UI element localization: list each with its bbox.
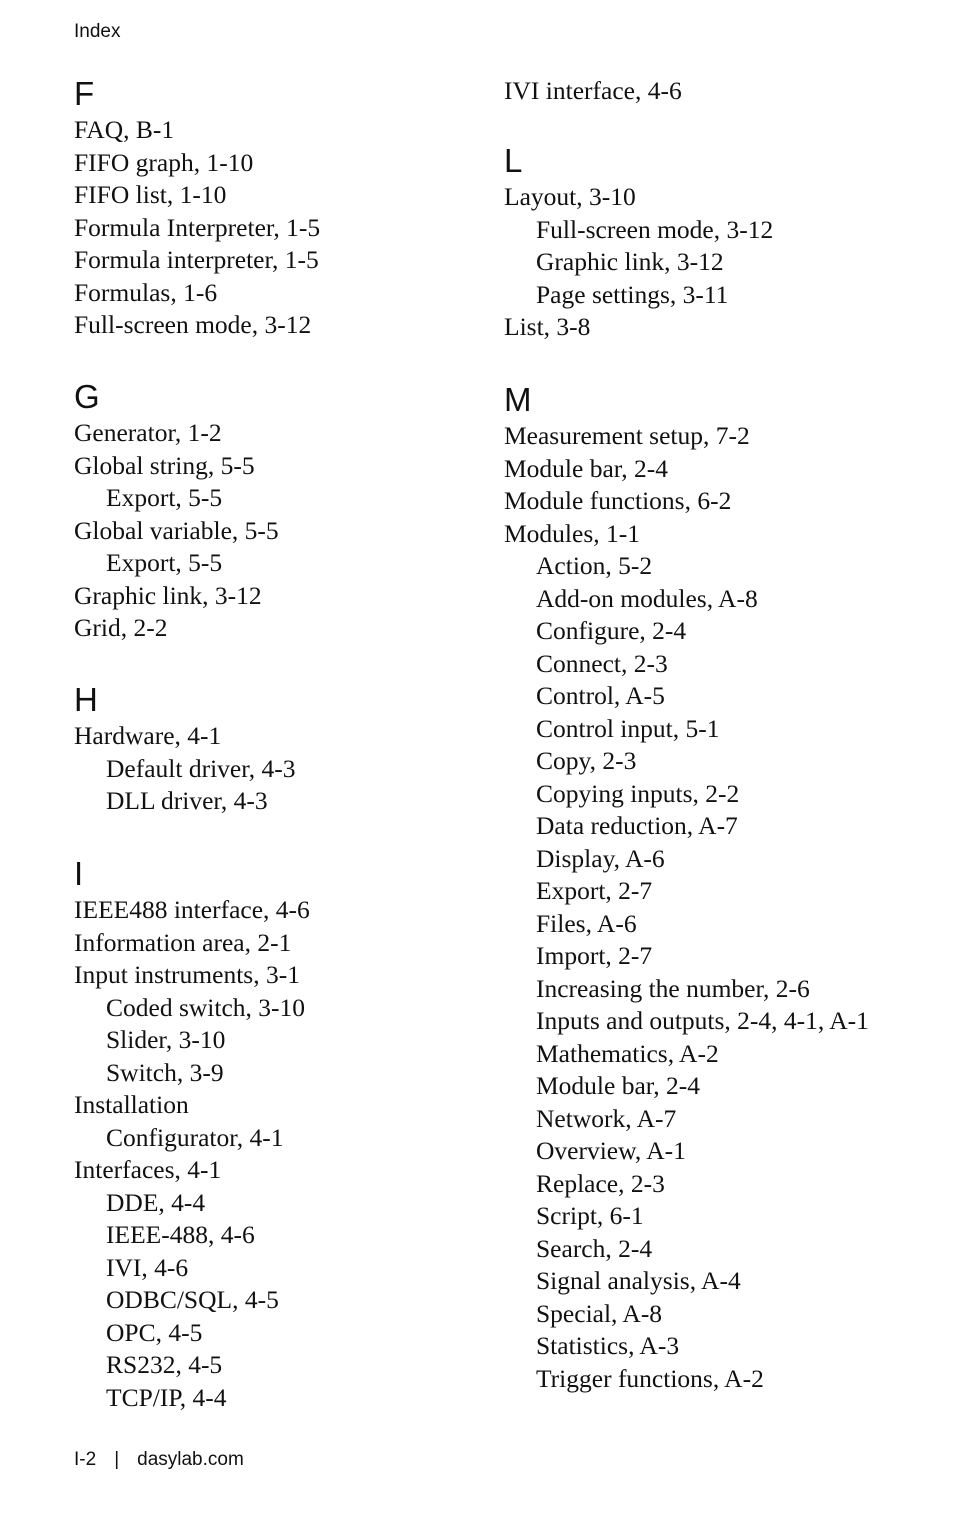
- index-entry: Information area, 2-1: [74, 927, 292, 957]
- page-footer: [74, 1449, 244, 1471]
- index-subentry: Import, 2-7: [536, 941, 653, 970]
- index-entry: Layout, 3-10: [504, 182, 636, 211]
- index-entry: Formula interpreter, 1-5: [74, 245, 319, 274]
- index-subentry: Network, A-7: [536, 1103, 677, 1133]
- index-section: [74, 377, 279, 645]
- index-subentry: Coded switch, 3-10: [106, 992, 306, 1022]
- index-entry: Global string, 5-5: [74, 450, 255, 480]
- index-subentry: ODBC/SQL, 4-5: [106, 1285, 279, 1314]
- index-subentry: Script, 6-1: [536, 1201, 644, 1230]
- index-subentry: Overview, A-1: [536, 1136, 686, 1165]
- section-letter: M: [504, 381, 532, 418]
- index-subentry: Replace, 2-3: [536, 1168, 665, 1198]
- index-section: [504, 141, 773, 344]
- index-entry: Installation: [74, 1090, 189, 1119]
- index-subentry: Export, 5-5: [106, 483, 223, 512]
- index-entry: Interfaces, 4-1: [74, 1155, 222, 1184]
- index-subentry: Copying inputs, 2-2: [536, 778, 740, 808]
- index-subentry: Search, 2-4: [536, 1233, 653, 1263]
- index-entry: IEEE488 interface, 4-6: [74, 895, 310, 924]
- index-entry: Global variable, 5-5: [74, 515, 279, 545]
- index-entry: Generator, 1-2: [74, 418, 222, 447]
- index-subentry: Graphic link, 3-12: [536, 247, 724, 276]
- index-entry: Input instruments, 3-1: [74, 960, 300, 989]
- index-entry: Full-screen mode, 3-12: [74, 310, 312, 339]
- index-section: [74, 74, 320, 342]
- index-subentry: Configure, 2-4: [536, 616, 687, 645]
- index-section: [74, 854, 310, 1414]
- index-subentry: IEEE-488, 4-6: [106, 1220, 255, 1249]
- index-subentry: Copy, 2-3: [536, 746, 637, 775]
- index-subentry: TCP/IP, 4-4: [106, 1382, 227, 1412]
- index-subentry: Mathematics, A-2: [536, 1038, 719, 1068]
- index-entry: Formulas, 1-6: [74, 277, 218, 307]
- index-entry: List, 3-8: [504, 312, 591, 341]
- index-subentry: OPC, 4-5: [106, 1317, 203, 1347]
- index-subentry: Inputs and outputs, 2-4, 4-1, A-1: [536, 1006, 869, 1035]
- index-entry: Grid, 2-2: [74, 613, 168, 642]
- footer-separator: |: [114, 1449, 120, 1470]
- index-entry: Graphic link, 3-12: [74, 580, 262, 610]
- index-subentry: Action, 5-2: [536, 551, 653, 580]
- index-subentry: Statistics, A-3: [536, 1331, 680, 1360]
- index-entry: FAQ, B-1: [74, 115, 175, 144]
- index-subentry: Add-on modules, A-8: [536, 583, 758, 613]
- index-entry: Modules, 1-1: [504, 518, 640, 548]
- index-subentry: Special, A-8: [536, 1298, 663, 1328]
- index-subentry: Control, A-5: [536, 681, 665, 710]
- section-letter: I: [74, 855, 84, 892]
- index-subentry: Default driver, 4-3: [106, 753, 296, 783]
- index-subentry: Full-screen mode, 3-12: [536, 214, 774, 244]
- index-subentry: Display, A-6: [536, 843, 665, 873]
- index-entry: FIFO graph, 1-10: [74, 147, 254, 177]
- index-subentry: Configurator, 4-1: [106, 1122, 284, 1152]
- section-letter: G: [74, 378, 100, 415]
- index-subentry: Connect, 2-3: [536, 648, 668, 678]
- index-subentry: RS232, 4-5: [106, 1350, 223, 1379]
- index-subentry: Page settings, 3-11: [536, 279, 729, 309]
- index-subentry: Slider, 3-10: [106, 1025, 226, 1054]
- index-entry: Measurement setup, 7-2: [504, 421, 750, 450]
- running-header: Index: [74, 21, 121, 42]
- index-entry: Module functions, 6-2: [504, 486, 732, 515]
- index-subentry: DLL driver, 4-3: [106, 786, 268, 815]
- index-subentry: Signal analysis, A-4: [536, 1266, 741, 1295]
- index-subentry: Export, 2-7: [536, 876, 653, 905]
- index-entry: Formula Interpreter, 1-5: [74, 212, 321, 242]
- index-section: [504, 380, 869, 1395]
- index-entry: IVI interface, 4-6: [504, 76, 682, 105]
- index-entry: Hardware, 4-1: [74, 721, 222, 750]
- index-subentry: Switch, 3-9: [106, 1057, 224, 1087]
- index-subentry: Data reduction, A-7: [536, 811, 738, 840]
- index-entry: Module bar, 2-4: [504, 453, 668, 483]
- section-letter: H: [74, 681, 98, 718]
- footer-site-link[interactable]: dasylab.com: [137, 1449, 244, 1470]
- section-letter: F: [74, 75, 95, 112]
- index-subentry: Module bar, 2-4: [536, 1071, 700, 1100]
- index-subentry: DDE, 4-4: [106, 1187, 206, 1217]
- page-number: I-2: [74, 1449, 97, 1470]
- index-subentry: Increasing the number, 2-6: [536, 973, 810, 1003]
- index-subentry: Export, 5-5: [106, 548, 223, 577]
- section-letter: L: [504, 142, 523, 179]
- index-subentry: Trigger functions, A-2: [536, 1363, 764, 1393]
- index-section: [504, 75, 682, 108]
- index-subentry: IVI, 4-6: [106, 1252, 189, 1282]
- index-subentry: Files, A-6: [536, 908, 637, 938]
- index-entry: FIFO list, 1-10: [74, 180, 227, 209]
- index-subentry: Control input, 5-1: [536, 713, 720, 743]
- index-section: [74, 680, 295, 818]
